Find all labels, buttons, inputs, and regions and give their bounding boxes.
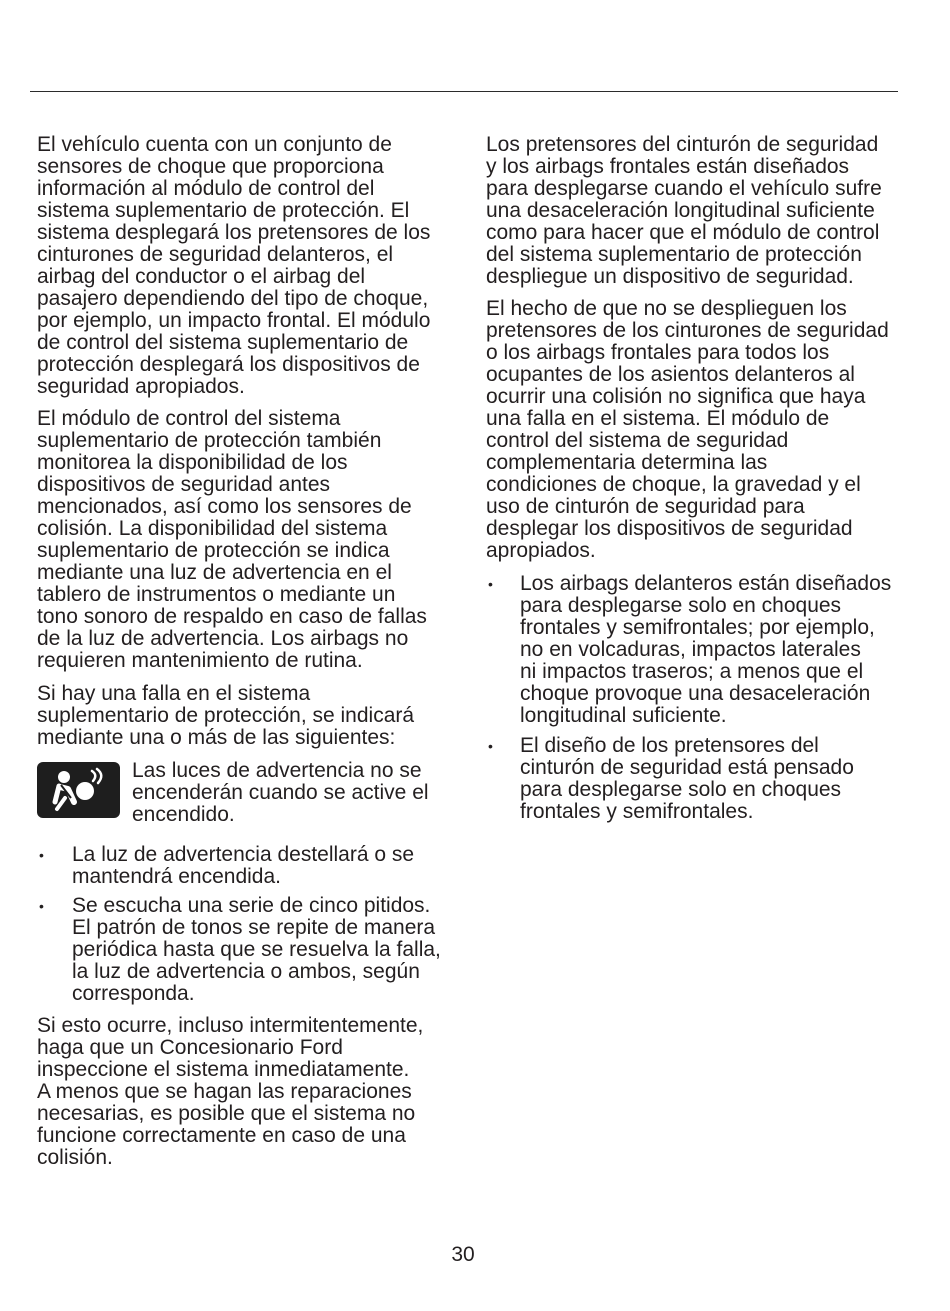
header-rule [30, 91, 898, 92]
warning-light-text: Las luces de advertencia no se encenderán cuando se active el encendido. [132, 759, 429, 826]
bullet-marker: • [488, 576, 493, 592]
right-paragraph-2: El hecho de que no se desplieguen los pretensores de los cinturones de seguridad o los airbags frontales para todos los ocupantes de los asientos delanteros al ocurrir una colisión no significa que haya una falla en el sistema. El módulo de control del sistema de seguridad complementaria determina las condiciones de choque, la gravedad y el uso de cinturón de seguridad para desplegar los dispositivos de seguridad apropiados. [486, 297, 889, 562]
left-bullet-2: Se escucha una serie de cinco pitidos. El patrón de tonos se repite de manera periódica hasta que se resuelva la falla, la luz de advertencia o ambos, según corresponda. [72, 894, 441, 1005]
bullet-marker: • [488, 738, 493, 754]
left-paragraph-1: El vehículo cuenta con un conjunto de sensores de choque que proporciona información al módulo de control del sistema suplementario de protección. El sistema desplegará los pretensores de los cinturones de seguridad delanteros, el airbag del conductor o el airbag del pasajero dependiendo del tipo de choque, por ejemplo, un impacto frontal. El módulo de control del sistema suplementario de protección desplegará los dispositivos de seguridad apropiados. [37, 133, 431, 398]
bullet-marker: • [39, 898, 44, 914]
left-bullet-1: La luz de advertencia destellará o se mantendrá encendida. [72, 843, 415, 888]
left-paragraph-3: Si hay una falla en el sistema suplementario de protección, se indicará mediante una o más de las siguientes: [37, 682, 415, 749]
right-paragraph-1: Los pretensores del cinturón de seguridad y los airbags frontales están diseñados para desplegarse cuando el vehículo sufre una desaceleración longitudinal suficiente como para hacer que el módulo de control del sistema suplementario de protección despliegue un dispositivo de seguridad. [486, 133, 882, 288]
left-closing-paragraph: Si esto ocurre, incluso intermitentemente, haga que un Concesionario Ford inspeccione el sistema inmediatamente. A menos que se hagan las reparaciones necesarias, es posible que el sistema no funcione correctamente en caso de una colisión. [37, 1014, 424, 1169]
right-bullet-1: Los airbags delanteros están diseñados para desplegarse solo en choques frontales y semifrontales; por ejemplo, no en volcaduras, impactos laterales ni impactos traseros; a menos que el choque provoque una desaceleración longitudinal suficiente. [520, 572, 892, 727]
bullet-marker: • [39, 847, 44, 863]
airbag-warning-icon [37, 762, 120, 818]
left-paragraph-2: El módulo de control del sistema suplementario de protección también monitorea la disponibilidad de los dispositivos de seguridad antes mencionados, así como los sensores de colisión. La disponibilidad del sistema suplementario de protección se indica mediante una luz de advertencia en el tablero de instrumentos o mediante un tono sonoro de respaldo en caso de fallas de la luz de advertencia. Los airbags no requieren mantenimiento de rutina. [37, 407, 427, 672]
right-bullet-2: El diseño de los pretensores del cinturón de seguridad está pensado para desplegarse solo en choques frontales y semifrontales. [520, 734, 854, 823]
page-number: 30 [451, 1243, 475, 1266]
